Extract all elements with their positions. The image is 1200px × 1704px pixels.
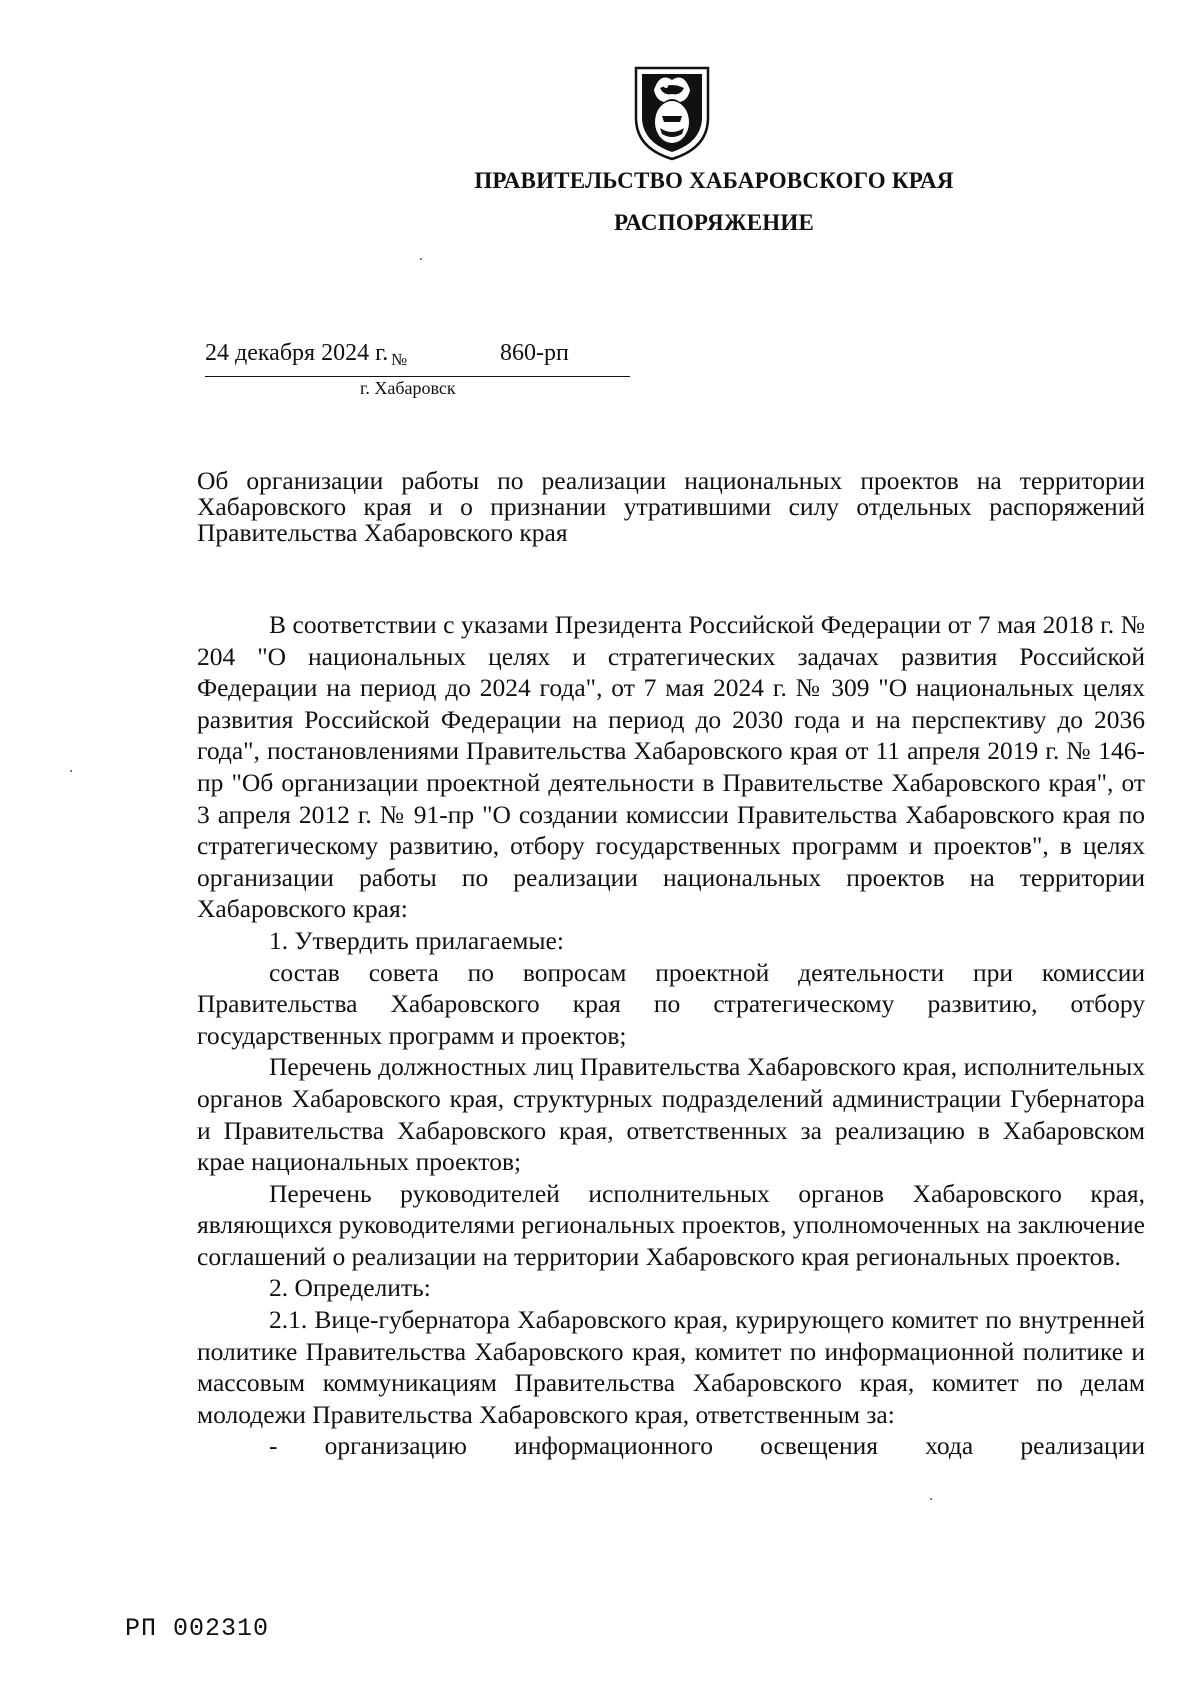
date-number-line [205, 336, 630, 377]
coat-of-arms-emblem [630, 60, 714, 162]
document-type: РАСПОРЯЖЕНИЕ [613, 210, 815, 235]
paragraph-item-2-1: 2.1. Вице-губернатора Хабаровского края, курирующего комитет по внутренней политике Правительства Хабаровского края, комитет по информационной политике и массовым коммуникациям Правительства Хабаровского края, комитет по делам молодежи Правительства Хабаровского края, ответственным за: [197, 1305, 1145, 1429]
paragraph-item-1-heads-list: Перечень руководителей исполнительных органов Хабаровского края, являющихся руководителями региональных проектов, уполномоченных на заключение соглашений о реализации на территории Хабаровского края региональных проектов. [197, 1178, 1145, 1271]
paragraph-item-1-officials-list: Перечень должностных лиц Правительства Хабаровского края, исполнительных органов Хабаровского края, структурных подразделений администрации Губернатора и Правительства Хабаровского края, ответственных за реализацию в Хабаровском крае национальных проектов; [197, 1052, 1145, 1177]
scan-speck [930, 1498, 932, 1500]
scan-speck [70, 770, 72, 772]
number-sign: № [391, 350, 408, 369]
document-date: 24 декабря 2024 г. [205, 340, 389, 366]
document-number: 860-рп [500, 340, 569, 366]
organization-name: ПРАВИТЕЛЬСТВО ХАБАРОВСКОГО КРАЯ [474, 168, 954, 193]
paragraph-item-1: 1. Утвердить прилагаемые: [269, 925, 564, 955]
document-title: Об организации работы по реализации национальных проектов на территории Хабаровского края и о признании утратившими силу отдельных распоряжений Правительства Хабаровского края [197, 466, 1145, 547]
document-body [197, 609, 1145, 1462]
paragraph-item-1-composition: состав совета по вопросам проектной деятельности при комиссии Правительства Хабаровского края по стратегическому развитию, отбору государственных программ и проектов; [197, 957, 1145, 1050]
form-code: РП 002310 [125, 1614, 270, 1643]
paragraph-item-2: 2. Определить: [269, 1273, 431, 1303]
paragraph-preamble: В соответствии с указами Президента Российской Федерации от 7 мая 2018 г. № 204 "О национальных целях и стратегических задачах развития Российской Федерации на период до 2024 года", от 7 мая 2024 г. № 309 "О национальных целях развития Российской Федерации на период до 2030 года и на перспективу до 2036 года", постановлениями Правительства Хабаровского края от 11 апреля 2019 г. № 146-пр "Об организации проектной деятельности в Правительстве Хабаровского края", от 3 апреля 2012 г. № 91-пр "О создании комиссии Правительства Хабаровского края по стратегическому развитию, отбору государственных программ и проектов", в целях организации работы по реализации национальных проектов на территории Хабаровского края: [197, 610, 1145, 924]
city: г. Хабаровск [360, 378, 456, 398]
scan-speck [420, 258, 422, 260]
paragraph-item-2-1-bullet: - организацию информационного освещения хода реализации [269, 1431, 1145, 1461]
